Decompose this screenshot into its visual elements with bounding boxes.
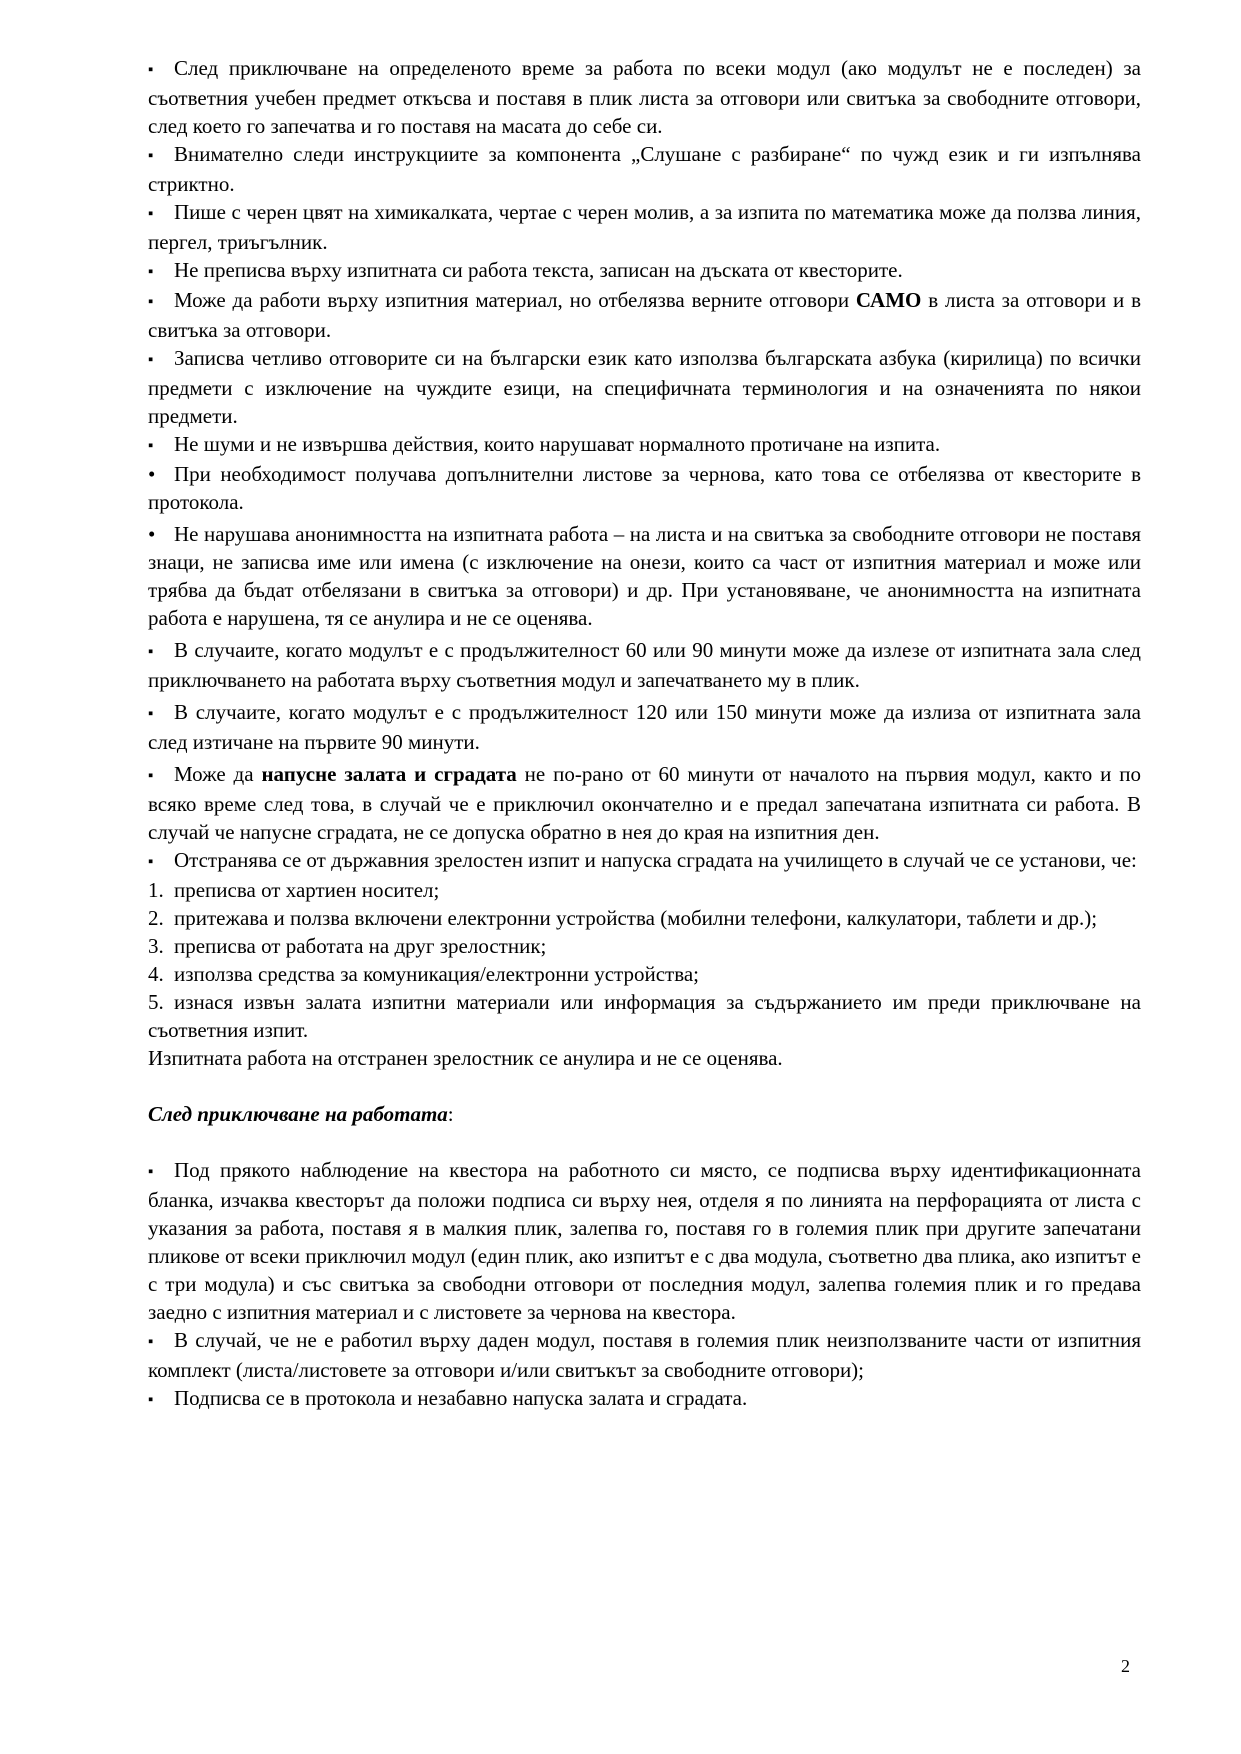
bullet-square-icon: ▪ xyxy=(148,706,154,722)
list-item: ▪ Подписва се в протокола и незабавно напуска залата и сградата. xyxy=(148,1384,1141,1414)
list-item: ▪ Отстранява се от държавния зрелостен изпит и напуска сградата на училището в случай че се установи, че: xyxy=(148,846,1141,876)
bullet-square-icon: ▪ xyxy=(148,1334,154,1350)
list-item: ▪ Може да работи върху изпитния материал, но отбелязва верните отговори САМО в листа за отговори и в свитъка за отговори. xyxy=(148,288,1141,342)
numbered-item: 1. преписва от хартиен носител; xyxy=(148,878,440,902)
bullet-square-icon: ▪ xyxy=(148,148,154,164)
numbered-item: 4. използва средства за комуникация/електронни устройства; xyxy=(148,962,700,986)
bullet-dot-icon: • xyxy=(148,522,156,546)
list-item: ▪ Под прякото наблюдение на квестора на работното си място, се подписва върху идентификационната бланка, изчаква квесторът да положи подписа си върху нея, отделя я по линията на перфорацията от листа с указания за работа, поставя я в малкия плик, залепва го, поставя го в големия плик при другите запечатани пликове от всеки приключил модул (един плик, ако изпитът е с два модула, съответно два плика, ако изпитът е с три модула) и със свитъка за свободни отговори от последния модул, залепва големия плик и го предава заедно с изпитния материал и с листовете за чернова на квестора. xyxy=(148,1158,1141,1324)
bullet-square-icon: ▪ xyxy=(148,62,154,78)
list-item: ▪ Не преписва върху изпитната си работа текста, записан на дъската от квесторите. xyxy=(148,256,1141,286)
list-item: ▪ В случаите, когато модулът е с продължителност 120 или 150 минути може да излиза от изпитната зала след изтичане на първите 90 минути. xyxy=(148,700,1141,754)
bullet-square-icon: ▪ xyxy=(148,644,154,660)
annul-note: Изпитната работа на отстранен зрелостник се анулира и не се оценява. xyxy=(148,1046,783,1070)
list-item: ▪ В случаите, когато модулът е с продължителност 60 или 90 минути може да излезе от изпитната зала след приключването на работата върху съответния модул и запечатването му в плик. xyxy=(148,638,1141,692)
item-number: 3. xyxy=(148,934,164,958)
list-item: • Не нарушава анонимността на изпитната работа – на листа и на свитъка за свободните отговори не поставя знаци, не записва име или имена (с изключение на онези, които са част от изпитния материал и може или трябва да бъдат отбелязани в свитъка за отговори) и др. При установяване, че анонимността на изпитната работа е нарушена, тя се анулира и не се оценява. xyxy=(148,522,1141,630)
bullet-square-icon: ▪ xyxy=(148,1164,154,1180)
numbered-item: 5. изнася извън залата изпитни материали или информация за съдържанието им преди приключване на съответния изпит. xyxy=(148,990,1141,1042)
list-item: • При необходимост получава допълнителни листове за чернова, като това се отбелязва от квесторите в протокола. xyxy=(148,462,1141,514)
list-item: ▪ Внимателно следи инструкциите за компонента „Слушане с разбиране“ по чужд език и ги изпълнява стриктно. xyxy=(148,142,1141,196)
list-item: ▪ Може да напусне залата и сградата не по-рано от 60 минути от началото на първия модул, както и по всяко време след това, в случай че е приключил окончателно и е предал запечатана изпитната си работа. В случай че напусне сградата, не се допуска обратно в нея до края на изпитния ден. xyxy=(148,762,1141,844)
bullet-square-icon: ▪ xyxy=(148,264,154,280)
list-item: ▪ Пише с черен цвят на химикалката, чертае с черен молив, а за изпита по математика може да ползва линия, пергел, триъгълник. xyxy=(148,200,1141,254)
numbered-item: 2. притежава и ползва включени електронни устройства (мобилни телефони, калкулатори, таблети и др.); xyxy=(148,906,1098,930)
bullet-square-icon: ▪ xyxy=(148,768,154,784)
emphasis-text: САМО xyxy=(855,288,922,312)
list-item: ▪ След приключване на определеното време за работа по всеки модул (ако модулът не е последен) за съответния учебен предмет откъсва и поставя в плик листа за отговори или свитъка за свободните отговори, след което го запечатва и го поставя на масата до себе си. xyxy=(148,56,1141,138)
section-heading: След приключване на работата: xyxy=(148,1102,454,1126)
bullet-square-icon: ▪ xyxy=(148,1392,154,1408)
bullet-dot-icon: • xyxy=(148,462,156,486)
item-number: 2. xyxy=(148,906,164,930)
bullet-square-icon: ▪ xyxy=(148,854,154,870)
list-item: ▪ В случай, че не е работил върху даден модул, поставя в големия плик неизползваните части от изпитния комплект (листа/листовете за отговори и/или свитъкът за свободните отговори); xyxy=(148,1328,1141,1382)
bullet-square-icon: ▪ xyxy=(148,352,154,368)
page-number: 2 xyxy=(1121,1656,1130,1676)
numbered-item: 3. преписва от работата на друг зрелостник; xyxy=(148,934,547,958)
item-number: 1. xyxy=(148,878,164,902)
list-item: ▪ Не шуми и не извършва действия, които нарушават нормалното протичане на изпита. xyxy=(148,430,1141,460)
list-item: ▪ Записва четливо отговорите си на български език като използва българската азбука (кирилица) по всички предмети с изключение на чуждите езици, на специфичната терминология и на означенията по някои предмети. xyxy=(148,346,1141,428)
emphasis-text: напусне залата и сградата xyxy=(261,762,517,786)
document-body xyxy=(148,54,1141,1414)
bullet-square-icon: ▪ xyxy=(148,206,154,222)
item-number: 5. xyxy=(148,990,164,1014)
item-number: 4. xyxy=(148,962,164,986)
bullet-square-icon: ▪ xyxy=(148,294,154,310)
bullet-square-icon: ▪ xyxy=(148,438,154,454)
